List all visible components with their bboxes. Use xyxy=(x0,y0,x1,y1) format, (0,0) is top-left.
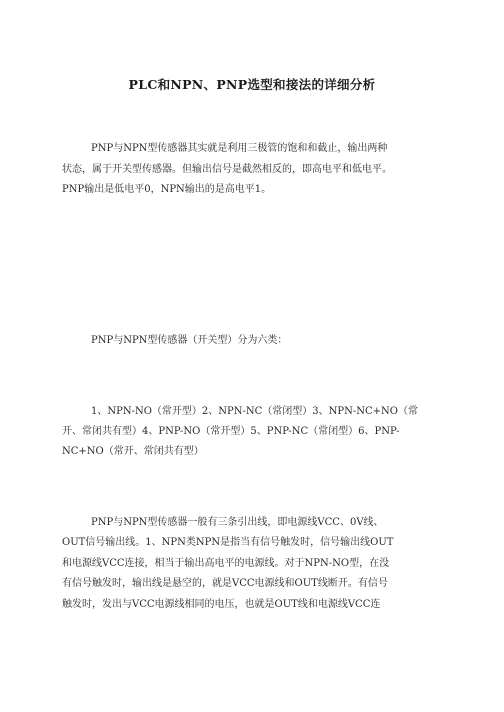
paragraph-line: PNP输出是低电平0，NPN输出的是高电平1。 xyxy=(62,184,272,195)
paragraph-line: 和电源线VCC连接，相当于输出高电平的电源线。对于NPN-NO型，在没 xyxy=(62,558,390,569)
paragraph-line: NC+NO（常开、常闭共有型） xyxy=(62,446,204,457)
paragraph-line: OUT信号输出线。1、NPN类NPN是指当有信号触发时，信号输出线OUT xyxy=(62,537,394,548)
paragraph-line: 开、常闭共有型）4、PNP-NO（常开型）5、PNP-NC（常闭型）6、PNP- xyxy=(62,426,400,437)
paragraph-line: 有信号触发时，输出线是悬空的，就是VCC电源线和OUT线断开。有信号 xyxy=(62,578,388,589)
paragraph-line: 1、NPN-NO（常开型）2、NPN-NC（常闭型）3、NPN-NC+NO（常 xyxy=(91,406,418,417)
paragraph-line: PNP与NPN型传感器其实就是利用三极管的饱和和截止，输出两种 xyxy=(91,143,388,154)
paragraph-line: 状态，属于开关型传感器。但输出信号是截然相反的，即高电平和低电平。 xyxy=(62,164,392,175)
paragraph-line: PNP与NPN型传感器一般有三条引出线，即电源线VCC、0V线、 xyxy=(91,517,384,528)
paragraph-line: PNP与NPN型传感器（开关型）分为六类： xyxy=(91,335,288,346)
paragraph-line: 触发时，发出与VCC电源线相同的电压，也就是OUT线和电源线VCC连 xyxy=(62,599,381,610)
document-title: PLC和NPN、PNP选型和接法的详细分析 xyxy=(128,77,376,92)
